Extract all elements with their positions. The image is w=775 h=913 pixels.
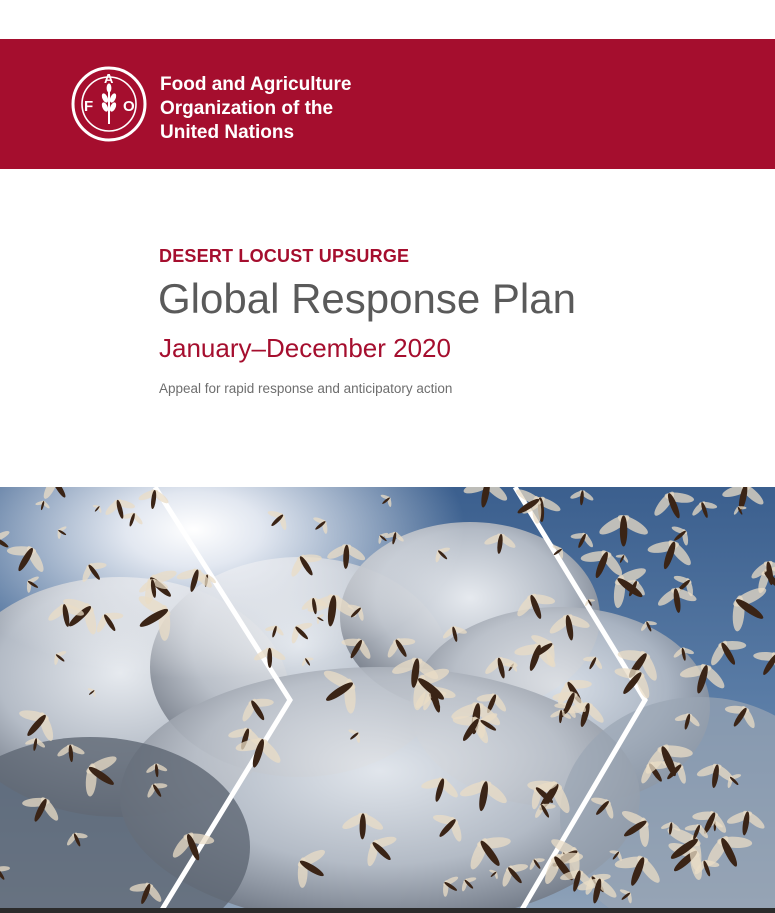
report-tagline: Appeal for rapid response and anticipatory action xyxy=(159,381,453,396)
report-period: January–December 2020 xyxy=(159,333,451,363)
report-eyebrow: DESERT LOCUST UPSURGE xyxy=(159,246,410,266)
report-title: Global Response Plan xyxy=(158,275,576,322)
logo-letter-o: O xyxy=(123,98,135,115)
organization-name xyxy=(160,73,351,145)
logo-letter-a: A xyxy=(104,71,114,86)
logo-letter-f: F xyxy=(84,98,94,115)
locust-swarm-photo xyxy=(0,487,775,913)
org-name-line-1: Food and Agriculture xyxy=(160,74,352,95)
org-name-line-2: Organization of the xyxy=(160,98,334,119)
org-name-line-3: United Nations xyxy=(160,122,295,143)
fao-emblem-icon xyxy=(71,66,147,142)
